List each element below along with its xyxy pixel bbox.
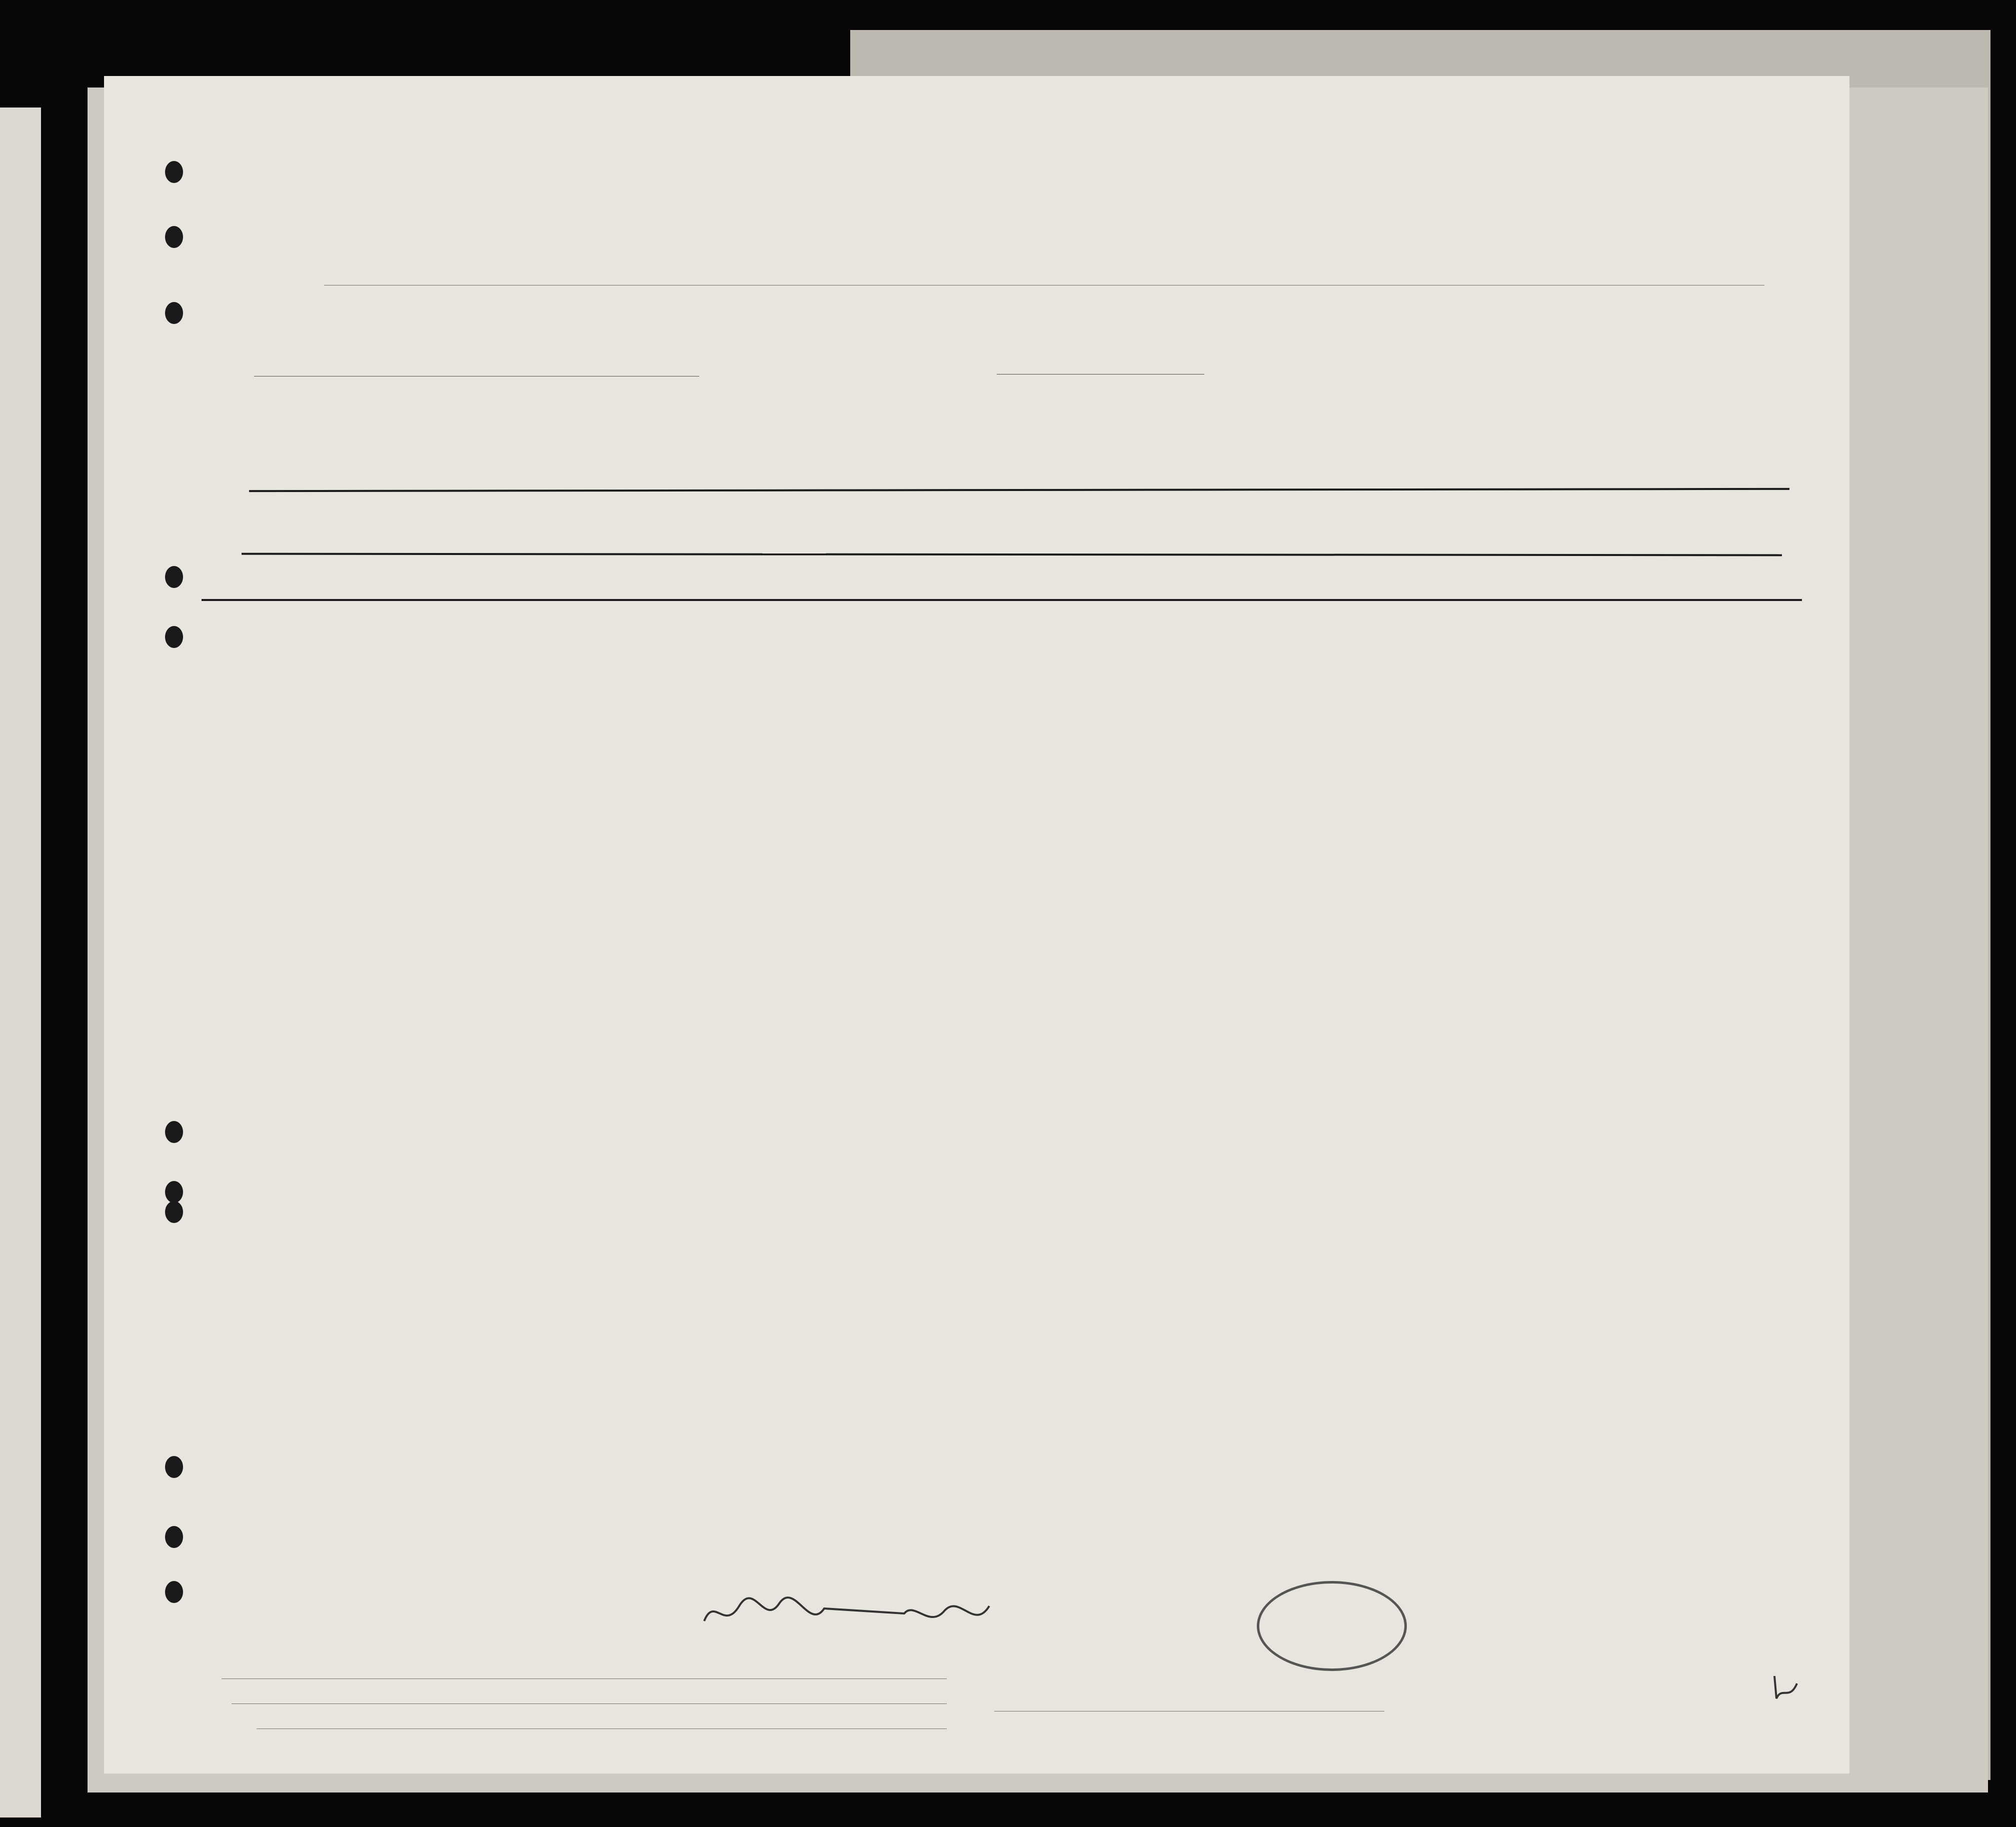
left-page-strip <box>0 108 41 1818</box>
initials-mark <box>1769 1671 1804 1706</box>
strike-line-row-5 <box>202 599 1802 601</box>
agents-underline <box>257 1728 947 1729</box>
manifest-sheet <box>104 76 1849 1774</box>
mm-office-stamp <box>1257 1581 1407 1671</box>
inspector-underline <box>994 1711 1384 1712</box>
line-underline <box>222 1678 947 1679</box>
inspector-signature <box>694 1586 994 1641</box>
checkmarks <box>104 76 1849 1774</box>
